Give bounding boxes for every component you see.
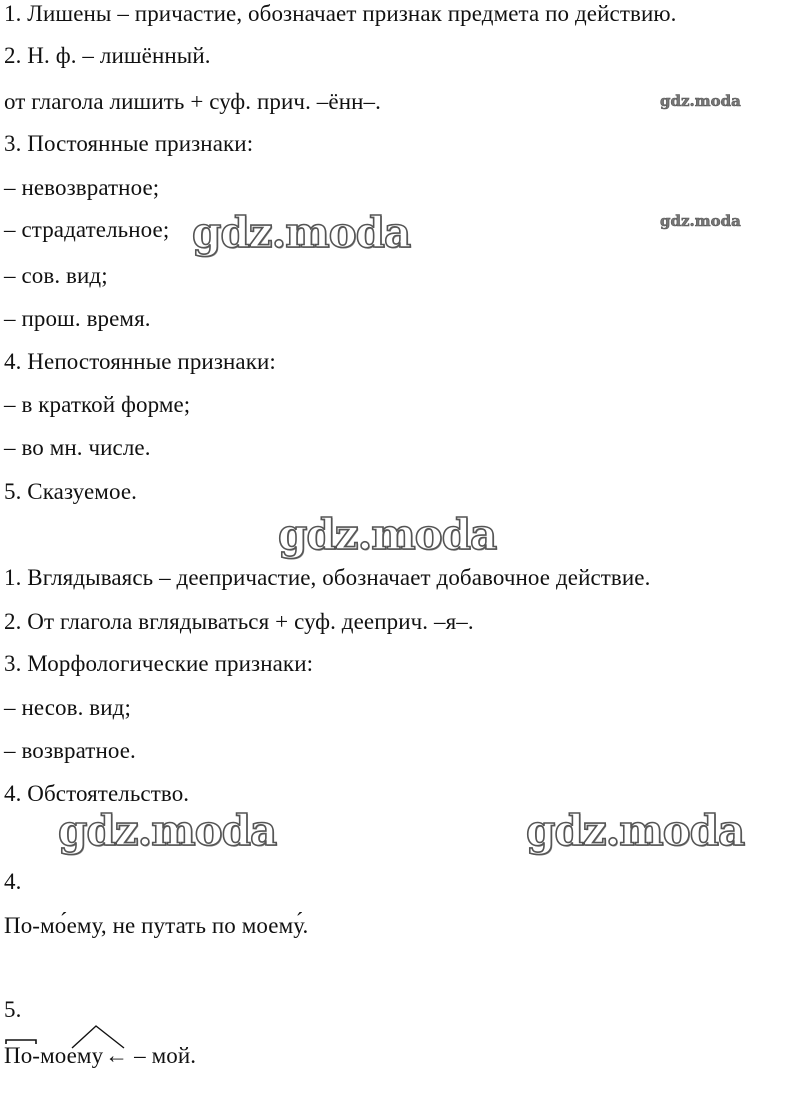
- watermark: gdz.moda: [526, 806, 745, 855]
- arrow-icon: ←: [105, 1043, 129, 1068]
- text-line: – невозвратное;: [4, 175, 160, 200]
- watermark: gdz.moda: [192, 208, 411, 257]
- morphemic-analysis: [4, 1042, 196, 1070]
- watermark: gdz.moda: [278, 510, 497, 559]
- text-line: 4. Обстоятельство.: [4, 781, 190, 806]
- section-number: 4.: [4, 869, 22, 894]
- root-word: – мой.: [134, 1043, 197, 1068]
- text-line: 3. Постоянные признаки:: [4, 131, 254, 156]
- section-number: 5.: [4, 997, 22, 1022]
- analyzed-word: По-моему: [4, 1043, 104, 1068]
- text-line: – возвратное.: [4, 738, 136, 763]
- text-line: – страдательное;: [4, 217, 170, 242]
- text-line: – прош. время.: [4, 306, 151, 331]
- watermark: gdz.moda: [58, 806, 277, 855]
- text-line: – сов. вид;: [4, 263, 108, 288]
- text-line: 1. Вглядываясь – деепричастие, обозначает добавочное действие.: [4, 565, 651, 590]
- watermark: gdz.moda: [660, 92, 741, 110]
- text-line: – несов. вид;: [4, 695, 131, 720]
- text-line: – во мн. числе.: [4, 435, 151, 460]
- text-line: 3. Морфологические признаки:: [4, 651, 314, 676]
- text-line: По-мо́ему, не путать по моему́.: [4, 913, 309, 938]
- text-line: – в краткой форме;: [4, 392, 191, 417]
- text-line: 5. Сказуемое.: [4, 479, 137, 504]
- text-line: от глагола лишить + суф. прич. –ённ–.: [4, 89, 381, 114]
- text-line: 4. Непостоянные признаки:: [4, 349, 276, 374]
- text-line: 1. Лишены – причастие, обозначает признак предмета по действию.: [4, 1, 677, 26]
- watermark: gdz.moda: [660, 212, 741, 230]
- text-line: 2. От глагола вглядываться + суф. дееприч. –я–.: [4, 609, 474, 634]
- text-line: 2. Н. ф. – лишённый.: [4, 43, 211, 68]
